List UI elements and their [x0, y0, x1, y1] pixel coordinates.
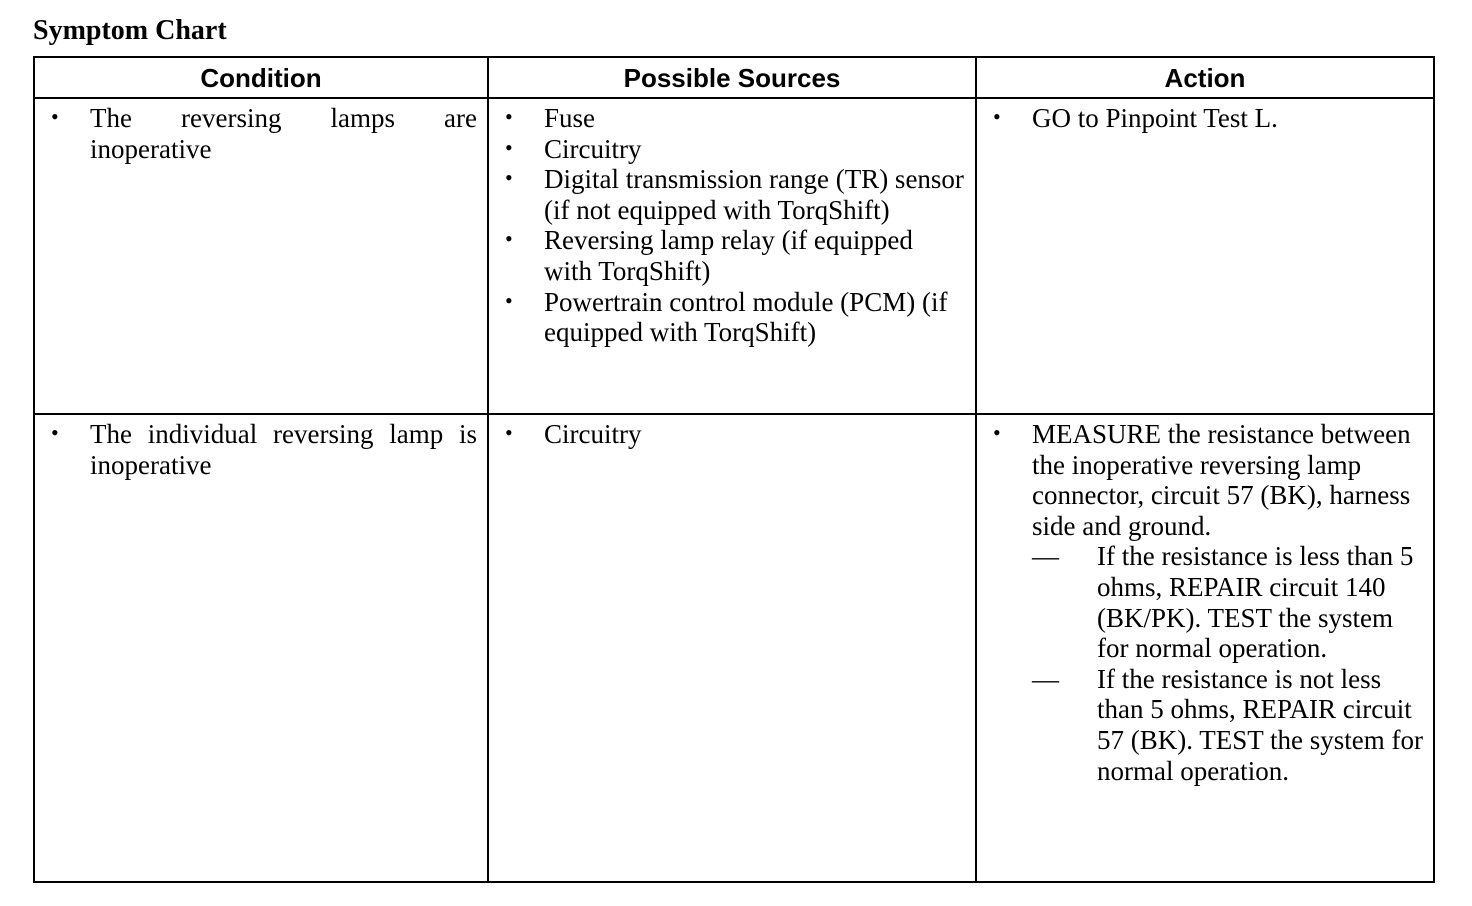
- table-row: [34, 414, 1434, 882]
- condition-item: • The individual reversing lamp is inoperative: [35, 419, 487, 480]
- action-subitems: [1032, 541, 1423, 786]
- source-item: • Circuitry: [489, 134, 975, 165]
- condition-cell: [34, 98, 488, 414]
- source-item: • Digital transmission range (TR) sensor (if not equipped with TorqShift): [489, 164, 975, 225]
- header-possible-sources: Possible Sources: [488, 57, 976, 98]
- condition-item: • The reversing lamps are inoperative: [35, 103, 487, 164]
- source-item: • Reversing lamp relay (if equipped with TorqShift): [489, 225, 975, 286]
- action-cell: [976, 98, 1434, 414]
- table-row: [34, 98, 1434, 414]
- action-cell: [976, 414, 1434, 882]
- action-item: [977, 419, 1433, 786]
- header-action: Action: [976, 57, 1434, 98]
- source-item: • Circuitry: [489, 419, 975, 450]
- sources-cell: [488, 414, 976, 882]
- condition-cell: [34, 414, 488, 882]
- action-subitem: — If the resistance is not less than 5 ohms, REPAIR circuit 57 (BK). TEST the system for normal operation.: [1032, 664, 1423, 786]
- page-title: Symptom Chart: [33, 15, 227, 46]
- action-text: GO to Pinpoint Test L.: [1032, 103, 1278, 133]
- action-subitem: — If the resistance is less than 5 ohms, REPAIR circuit 140 (BK/PK). TEST the system for normal operation.: [1032, 541, 1423, 663]
- source-item: • Powertrain control module (PCM) (if equipped with TorqShift): [489, 287, 975, 348]
- symptom-chart-table: [33, 56, 1435, 883]
- action-item: [977, 103, 1433, 134]
- sources-cell: [488, 98, 976, 414]
- action-text: MEASURE the resistance between the inoperative reversing lamp connector, circuit 57 (BK), harness side and ground.: [1032, 419, 1411, 541]
- table-header-row: [34, 57, 1434, 98]
- header-condition: Condition: [34, 57, 488, 98]
- source-item: • Fuse: [489, 103, 975, 134]
